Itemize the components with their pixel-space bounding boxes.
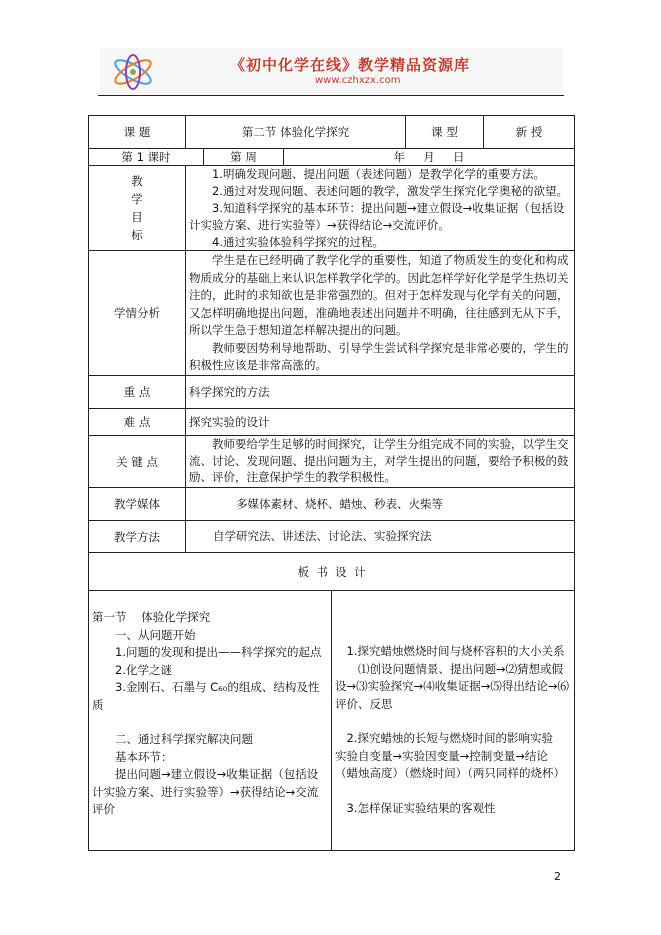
objectives-content (185, 165, 575, 251)
board-line: 一、从问题开始 (115, 627, 196, 642)
label-char: 标 (131, 228, 143, 242)
board-right (331, 590, 575, 851)
critical-label: 关 键 点 (88, 435, 186, 488)
objective-item: 4.通过实验体验科学探究的过程。 (212, 235, 384, 249)
banner-title: 《初中化学在线》教学精品资源库 (230, 56, 471, 74)
method-label: 教学方法 (88, 520, 186, 553)
header-banner (100, 48, 562, 94)
board-line: 2.化学之谜 (115, 662, 172, 677)
topic-value: 第二节 体验化学探究 (185, 115, 406, 149)
board-line: 实验自变量→实验因变量→控制变量→结论 (335, 748, 548, 763)
type-label: 课 型 (405, 115, 484, 149)
objectives-label (88, 165, 186, 251)
period-cell: 第 1 课时 (88, 148, 204, 166)
label-char: 教 (131, 174, 143, 188)
board-line: 1.探究蜡烛燃烧时间与烧杯容积的大小关系 (346, 644, 565, 658)
board-line: 3.怎样保证实验结果的客观性 (346, 800, 496, 815)
board-line: 1.问题的发现和提出——科学探究的起点 (115, 645, 322, 659)
board-spacer (335, 783, 571, 800)
banner-url: www.czhxzx.com (315, 75, 401, 86)
critical-value: 教师要给学生足够的时间探究，让学生分组完成不同的实验，以学生交流、讨论、发现问题、提出问题为主，对学生提出的问题，要给予积极的鼓励、评价，注意保护学生的教学积极性。 (185, 435, 575, 488)
analysis-label: 学情分析 (88, 250, 186, 376)
key-value: 科学探究的方法 (185, 375, 575, 409)
board-line: ⑴创设问题情景、提出问题→⑵猜想或假设→⑶实验探究→⑷收集证据→⑸得出结论→⑹评价、反思 (335, 661, 570, 711)
board-line: （蜡烛高度）（燃烧时间）（两只同样的烧杯） (335, 766, 565, 780)
method-value: 自学研究法、讲述法、讨论法、实验探究法 (185, 520, 575, 553)
media-label: 教学媒体 (88, 487, 186, 521)
page-number: 2 (554, 870, 561, 883)
board-line: 第一节 体验化学探究 (92, 610, 211, 624)
board-line: 二、通过科学探究解决问题 (115, 732, 253, 746)
header-divider (98, 95, 564, 96)
analysis-paragraph: 教师要因势利导地帮助、引导学生尝试科学探究是非常必要的，学生的积极性应该是非常高涨的。 (189, 340, 569, 372)
objective-item: 2.通过对发现问题、表述问题的教学，激发学生探究化学奥秘的欲望。 (212, 184, 568, 198)
type-value: 新 授 (483, 115, 575, 149)
board-line: 2.探究蜡烛的长短与燃烧时间的影响实验 (346, 731, 553, 745)
topic-label: 课 题 (88, 115, 186, 149)
board-left (88, 590, 332, 851)
analysis-content (185, 250, 575, 376)
media-value: 多媒体素材、烧杯、蜡烛、秒表、火柴等 (185, 487, 575, 521)
analysis-paragraph: 学生是在已经明确了教学化学的重要性，知道了物质发生的变化和构成物质成分的基础上来认识怎样教学化学的。因此怎样学好化学是学生热切关注的，此时的求知欲也是非常强烈的。但对于怎样发现与化学有关的问题，又怎样明确地提出问题，准确地表述出问题并不明确，往往感到无从下手，所以学生急于想知道怎样解决提出的问题。 (189, 253, 569, 337)
board-line: 提出问题→建立假设→收集证据（包括设计实验方案、进行实验等）→获得结论→交流评价 (92, 767, 319, 816)
label-char: 学 (131, 192, 143, 206)
label-char: 目 (131, 210, 143, 224)
objective-item: 3.知道科学探究的基本环节：提出问题→建立假设→收集证据（包括设计实验方案、进行实验等）→获得结论→交流评价。 (189, 201, 565, 232)
difficult-label: 难 点 (88, 408, 186, 436)
board-spacer (92, 714, 328, 731)
board-line: 基本环节： (115, 749, 173, 764)
week-cell: 第 周 (203, 148, 284, 166)
key-label: 重 点 (88, 375, 186, 409)
atom-logo-icon (110, 54, 156, 90)
date-cell: 年 月 日 (283, 148, 575, 166)
objective-item: 1.明确发现问题、提出问题（表述问题）是教学化学的重要方法。 (212, 167, 545, 181)
board-design-heading: 板 书 设 计 (88, 552, 575, 591)
board-spacer (335, 713, 571, 730)
difficult-value: 探究实验的设计 (185, 408, 575, 436)
board-line: 3.金刚石、石墨与 C₆₀的组成、结构及性质 (92, 680, 320, 712)
